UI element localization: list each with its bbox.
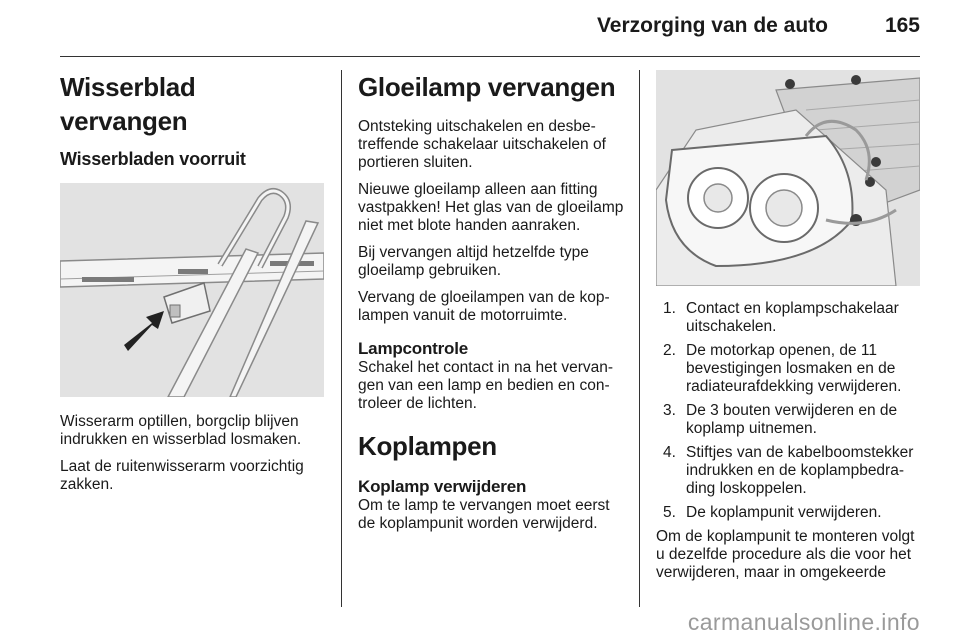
column-divider-right — [639, 70, 640, 607]
remove-headlamp-text: Om te lamp te vervangen moet eerst de koplampunit worden verwijderd. — [358, 497, 610, 532]
middle-paragraph-2: Nieuwe gloeilamp alleen aan fitting vastpakken! Het glas van de gloeilamp niet met blote handen aanraken. — [358, 181, 624, 234]
left-column — [60, 70, 328, 503]
list-item: 3. De 3 bouten verwijderen en de koplamp uitnemen. — [663, 402, 898, 437]
column-divider-left — [341, 70, 342, 607]
right-column — [656, 70, 922, 591]
lamp-check-text: Schakel het contact in na het vervangen van een lamp en bedien en controleer de lichten. — [358, 359, 614, 412]
middle-paragraph-4: Vervang de gloeilampen van de koplampen vanuit de motorruimte. — [358, 289, 610, 324]
list-item: 1. Contact en koplampschakelaar uitschakelen. — [663, 300, 899, 335]
section-heading-bulb: Gloeilamp vervangen — [358, 72, 616, 102]
list-item: 4. Stiftjes van de kabelboomstekker indrukken en de koplampbedrading loskoppelen. — [663, 444, 914, 497]
wiper-figure — [60, 183, 324, 397]
header-title: Verzorging van de auto — [596, 14, 828, 37]
middle-column — [358, 70, 626, 542]
wiper-arm-illustration — [60, 183, 324, 397]
list-item: 2. De motorkap openen, de 11 bevestigingen losmaken en de radiateurafdekking verwijderen. — [663, 342, 902, 395]
section-heading-headlamps: Koplampen — [358, 431, 497, 461]
middle-paragraph-3: Bij vervangen altijd hetzelfde type gloeilamp gebruiken. — [358, 244, 589, 279]
left-paragraph-1: Wisserarm optillen, borgclip blijven indrukken en wisserblad losmaken. — [60, 413, 302, 448]
page-number: 165 — [884, 14, 920, 37]
watermark: carmanualsonline.info — [687, 609, 920, 635]
section-heading-wiper: Wisserblad vervangen — [60, 72, 196, 136]
middle-paragraph-1: Ontsteking uitschakelen en desbetreffende schakelaar uitschakelen of portieren sluiten. — [358, 118, 606, 171]
subheading-windshield-wipers: Wisserbladen voorruit — [60, 149, 246, 169]
subheading-lamp-check: Lampcontrole — [358, 339, 469, 358]
headlamp-figure — [656, 70, 920, 286]
left-paragraph-2: Laat de ruitenwisserarm voorzichtig zakken. — [60, 458, 304, 493]
subheading-remove-headlamp: Koplamp verwijderen — [358, 477, 527, 496]
header-rule — [60, 56, 920, 57]
closing-paragraph: Om de koplampunit te monteren volgt u dezelfde procedure als die voor het verwijderen, maar in omgekeerde — [656, 528, 915, 581]
steps-list — [656, 300, 922, 522]
list-item: 5. De koplampunit verwijderen. — [663, 504, 882, 521]
headlamp-illustration — [656, 70, 920, 286]
